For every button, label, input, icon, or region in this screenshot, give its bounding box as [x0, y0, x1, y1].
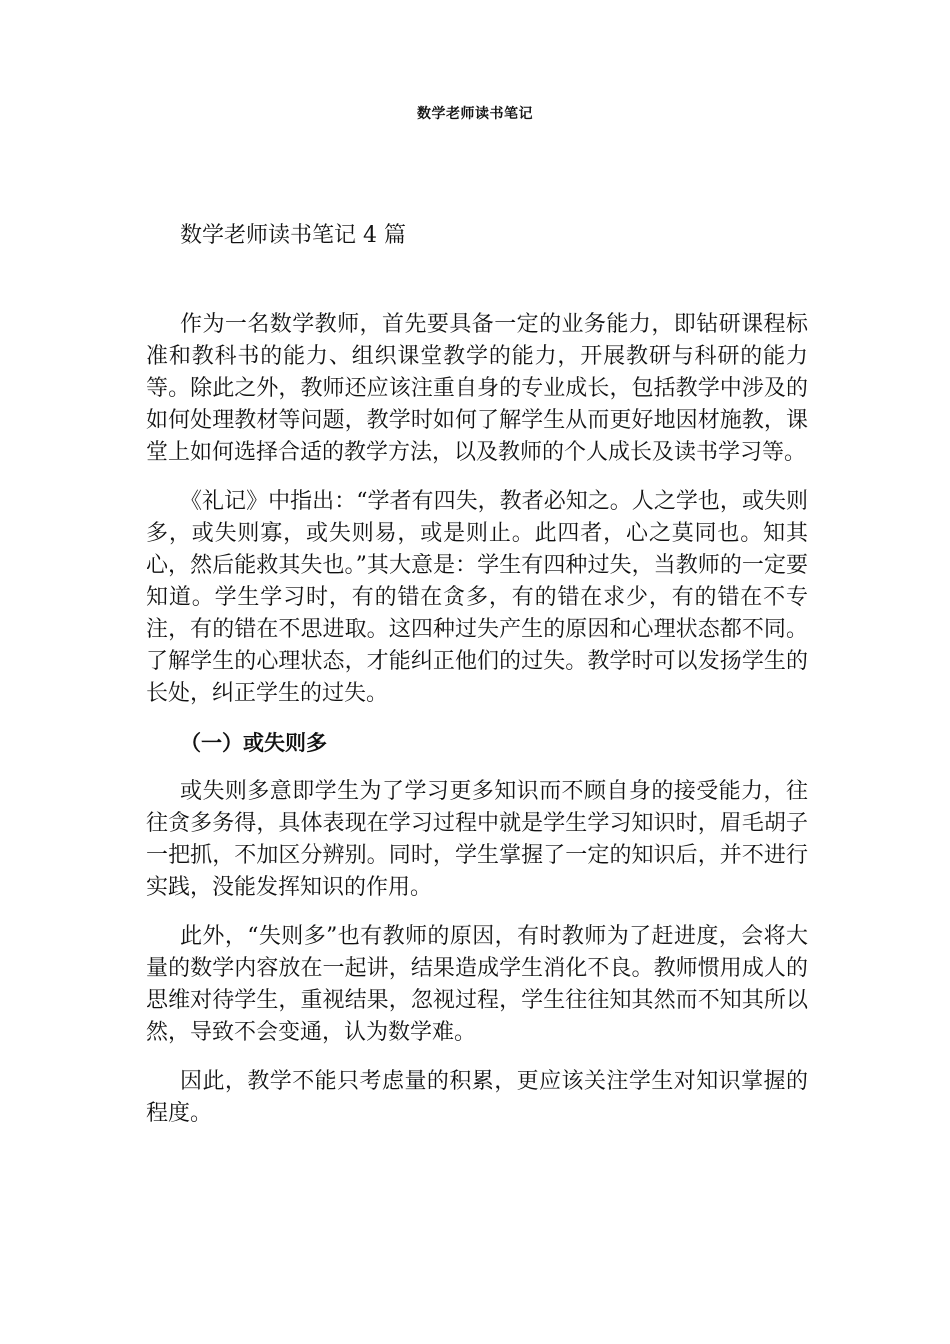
section-paragraph-1: 或失则多意即学生为了学习更多知识而不顾自身的接受能力，往往贪多务得，具体表现在学习过程中就是学生学习知识时，眉毛胡子一把抓，不加区分辨别。同时，学生掌握了一定的知识后，并不进行实践，没能发挥知识的作用。: [146, 779, 808, 900]
section-heading: （一）或失则多: [180, 731, 327, 755]
liji-quote-paragraph: 《礼记》中指出：“学者有四失，教者必知之。人之学也，或失则多，或失则寡，或失则易，或是则止。此四者，心之莫同也。知其心，然后能救其失也。”其大意是：学生有四种过失，当教师的一定要知道。学生学习时，有的错在贪多，有的错在求少，有的错在不专注，有的错在不思进取。这四种过失产生的原因和心理状态都不同。了解学生的心理状态，才能纠正他们的过失。教学时可以发扬学生的长处，纠正学生的过失。: [146, 489, 808, 706]
intro-paragraph: 作为一名数学教师，首先要具备一定的业务能力，即钻研课程标准和教科书的能力、组织课堂教学的能力，开展教研与科研的能力等。除此之外，教师还应该注重自身的专业成长，包括教学中涉及的如何处理教材等问题，教学时如何了解学生从而更好地因材施教，课堂上如何选择合适的教学方法，以及教师的个人成长及读书学习等。: [146, 312, 808, 465]
document-title: 数学老师读书笔记 4 篇: [180, 223, 406, 248]
document-body: [146, 309, 808, 1147]
section-paragraph-3: 因此，教学不能只考虑量的积累，更应该关注学生对知识掌握的程度。: [146, 1069, 808, 1126]
section-paragraph-2: 此外，“失则多”也有教师的原因，有时教师为了赶进度，会将大量的数学内容放在一起讲，结果造成学生消化不良。教师惯用成人的思维对待学生，重视结果，忽视过程，学生往往知其然而不知其所以然，导致不会变通，认为数学难。: [146, 924, 808, 1045]
running-header: 数学老师读书笔记: [417, 106, 533, 122]
